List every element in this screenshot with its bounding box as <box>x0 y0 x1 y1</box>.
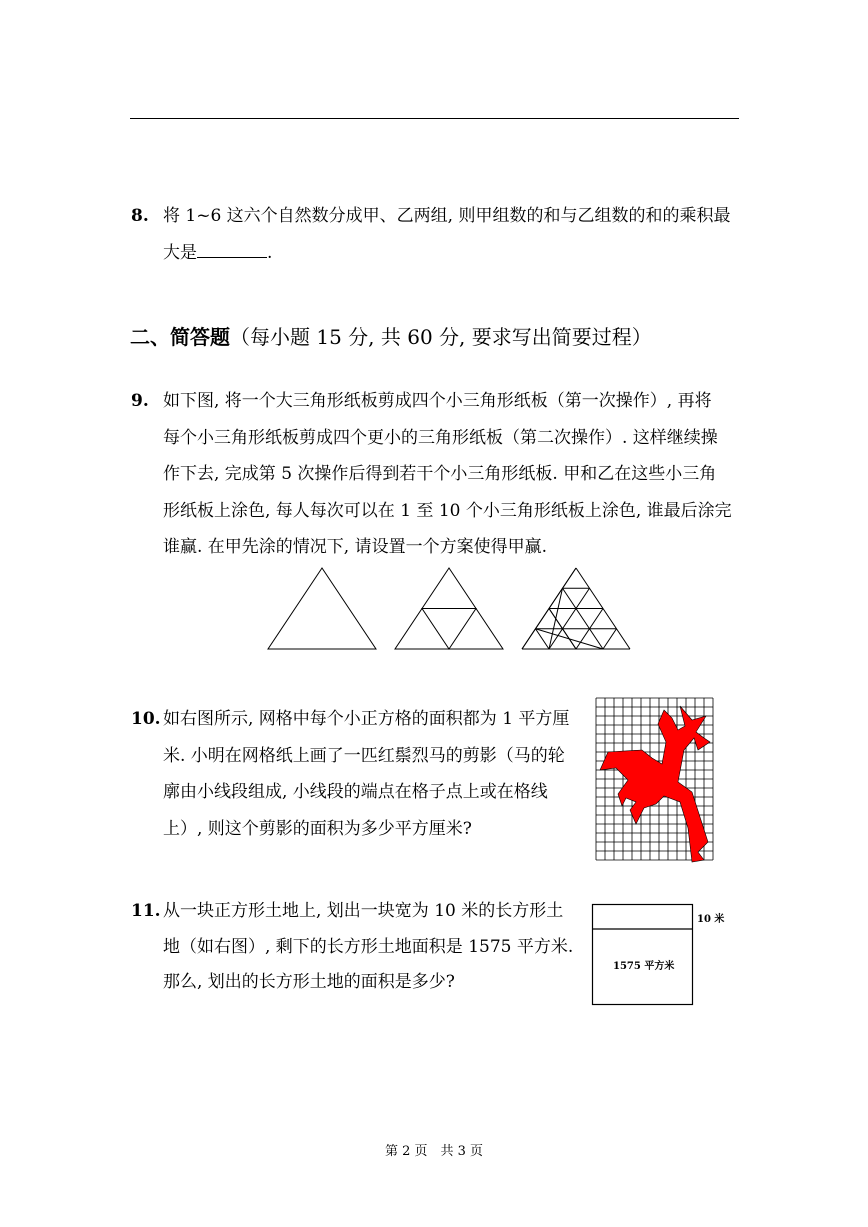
triangle-stage-0 <box>268 568 376 649</box>
land-figure <box>592 904 694 1006</box>
q10-line-3: 廓由小线段组成, 小线段的端点在格子点上或在格线 <box>163 782 548 802</box>
section-2-note: （每小题 15 分, 共 60 分, 要求写出简要过程） <box>230 325 652 349</box>
q10-number: 10. <box>131 709 161 729</box>
q9-line-4: 形纸板上涂色, 每人每次可以在 1 至 10 个小三角形纸板上涂色, 谁最后涂完 <box>163 501 732 521</box>
triangle-stage-1 <box>395 568 503 649</box>
q11-line-1: 从一块正方形土地上, 划出一块宽为 10 米的长方形土 <box>163 901 564 921</box>
horse-silhouette <box>600 706 710 862</box>
q9-line-2: 每个小三角形纸板剪成四个更小的三角形纸板（第二次操作）. 这样继续操 <box>163 428 718 448</box>
horse-grid-figure <box>596 698 720 864</box>
section-2-title: 二、简答题 <box>130 325 230 349</box>
q9-line-1: 如下图, 将一个大三角形纸板剪成四个小三角形纸板（第一次操作）, 再将 <box>163 391 712 411</box>
q9-number: 9. <box>131 391 149 411</box>
q11-line-3: 那么, 划出的长方形土地的面积是多少? <box>163 972 455 992</box>
q8-line-2-suffix: . <box>267 243 273 263</box>
q10-line-1: 如右图所示, 网格中每个小正方格的面积都为 1 平方厘 <box>163 709 570 729</box>
remaining-area-label: 1575 平方米 <box>613 961 675 972</box>
strip-width-label: 10 米 <box>697 914 725 925</box>
q10-line-4: 上）, 则这个剪影的面积为多少平方厘米? <box>163 819 472 839</box>
q11-line-2: 地（如右图）, 剩下的长方形土地面积是 1575 平方米. <box>163 937 574 957</box>
triangle-stage-2 <box>522 568 630 649</box>
q8-line-1: 将 1~6 这六个自然数分成甲、乙两组, 则甲组数的和与乙组数的和的乘积最 <box>163 206 731 226</box>
q9-line-5: 谁赢. 在甲先涂的情况下, 请设置一个方案使得甲赢. <box>163 537 548 557</box>
page-footer: 第 2 页 共 3 页 <box>384 1144 484 1159</box>
q10-line-2: 米. 小明在网格纸上画了一匹红鬃烈马的剪影（马的轮 <box>163 746 565 766</box>
q11-number: 11. <box>131 901 161 921</box>
q8-number: 8. <box>131 206 149 226</box>
q8-line-2-prefix: 大是 <box>163 243 197 263</box>
q9-line-3: 作下去, 完成第 5 次操作后得到若干个小三角形纸板. 甲和乙在这些小三角 <box>163 464 717 484</box>
